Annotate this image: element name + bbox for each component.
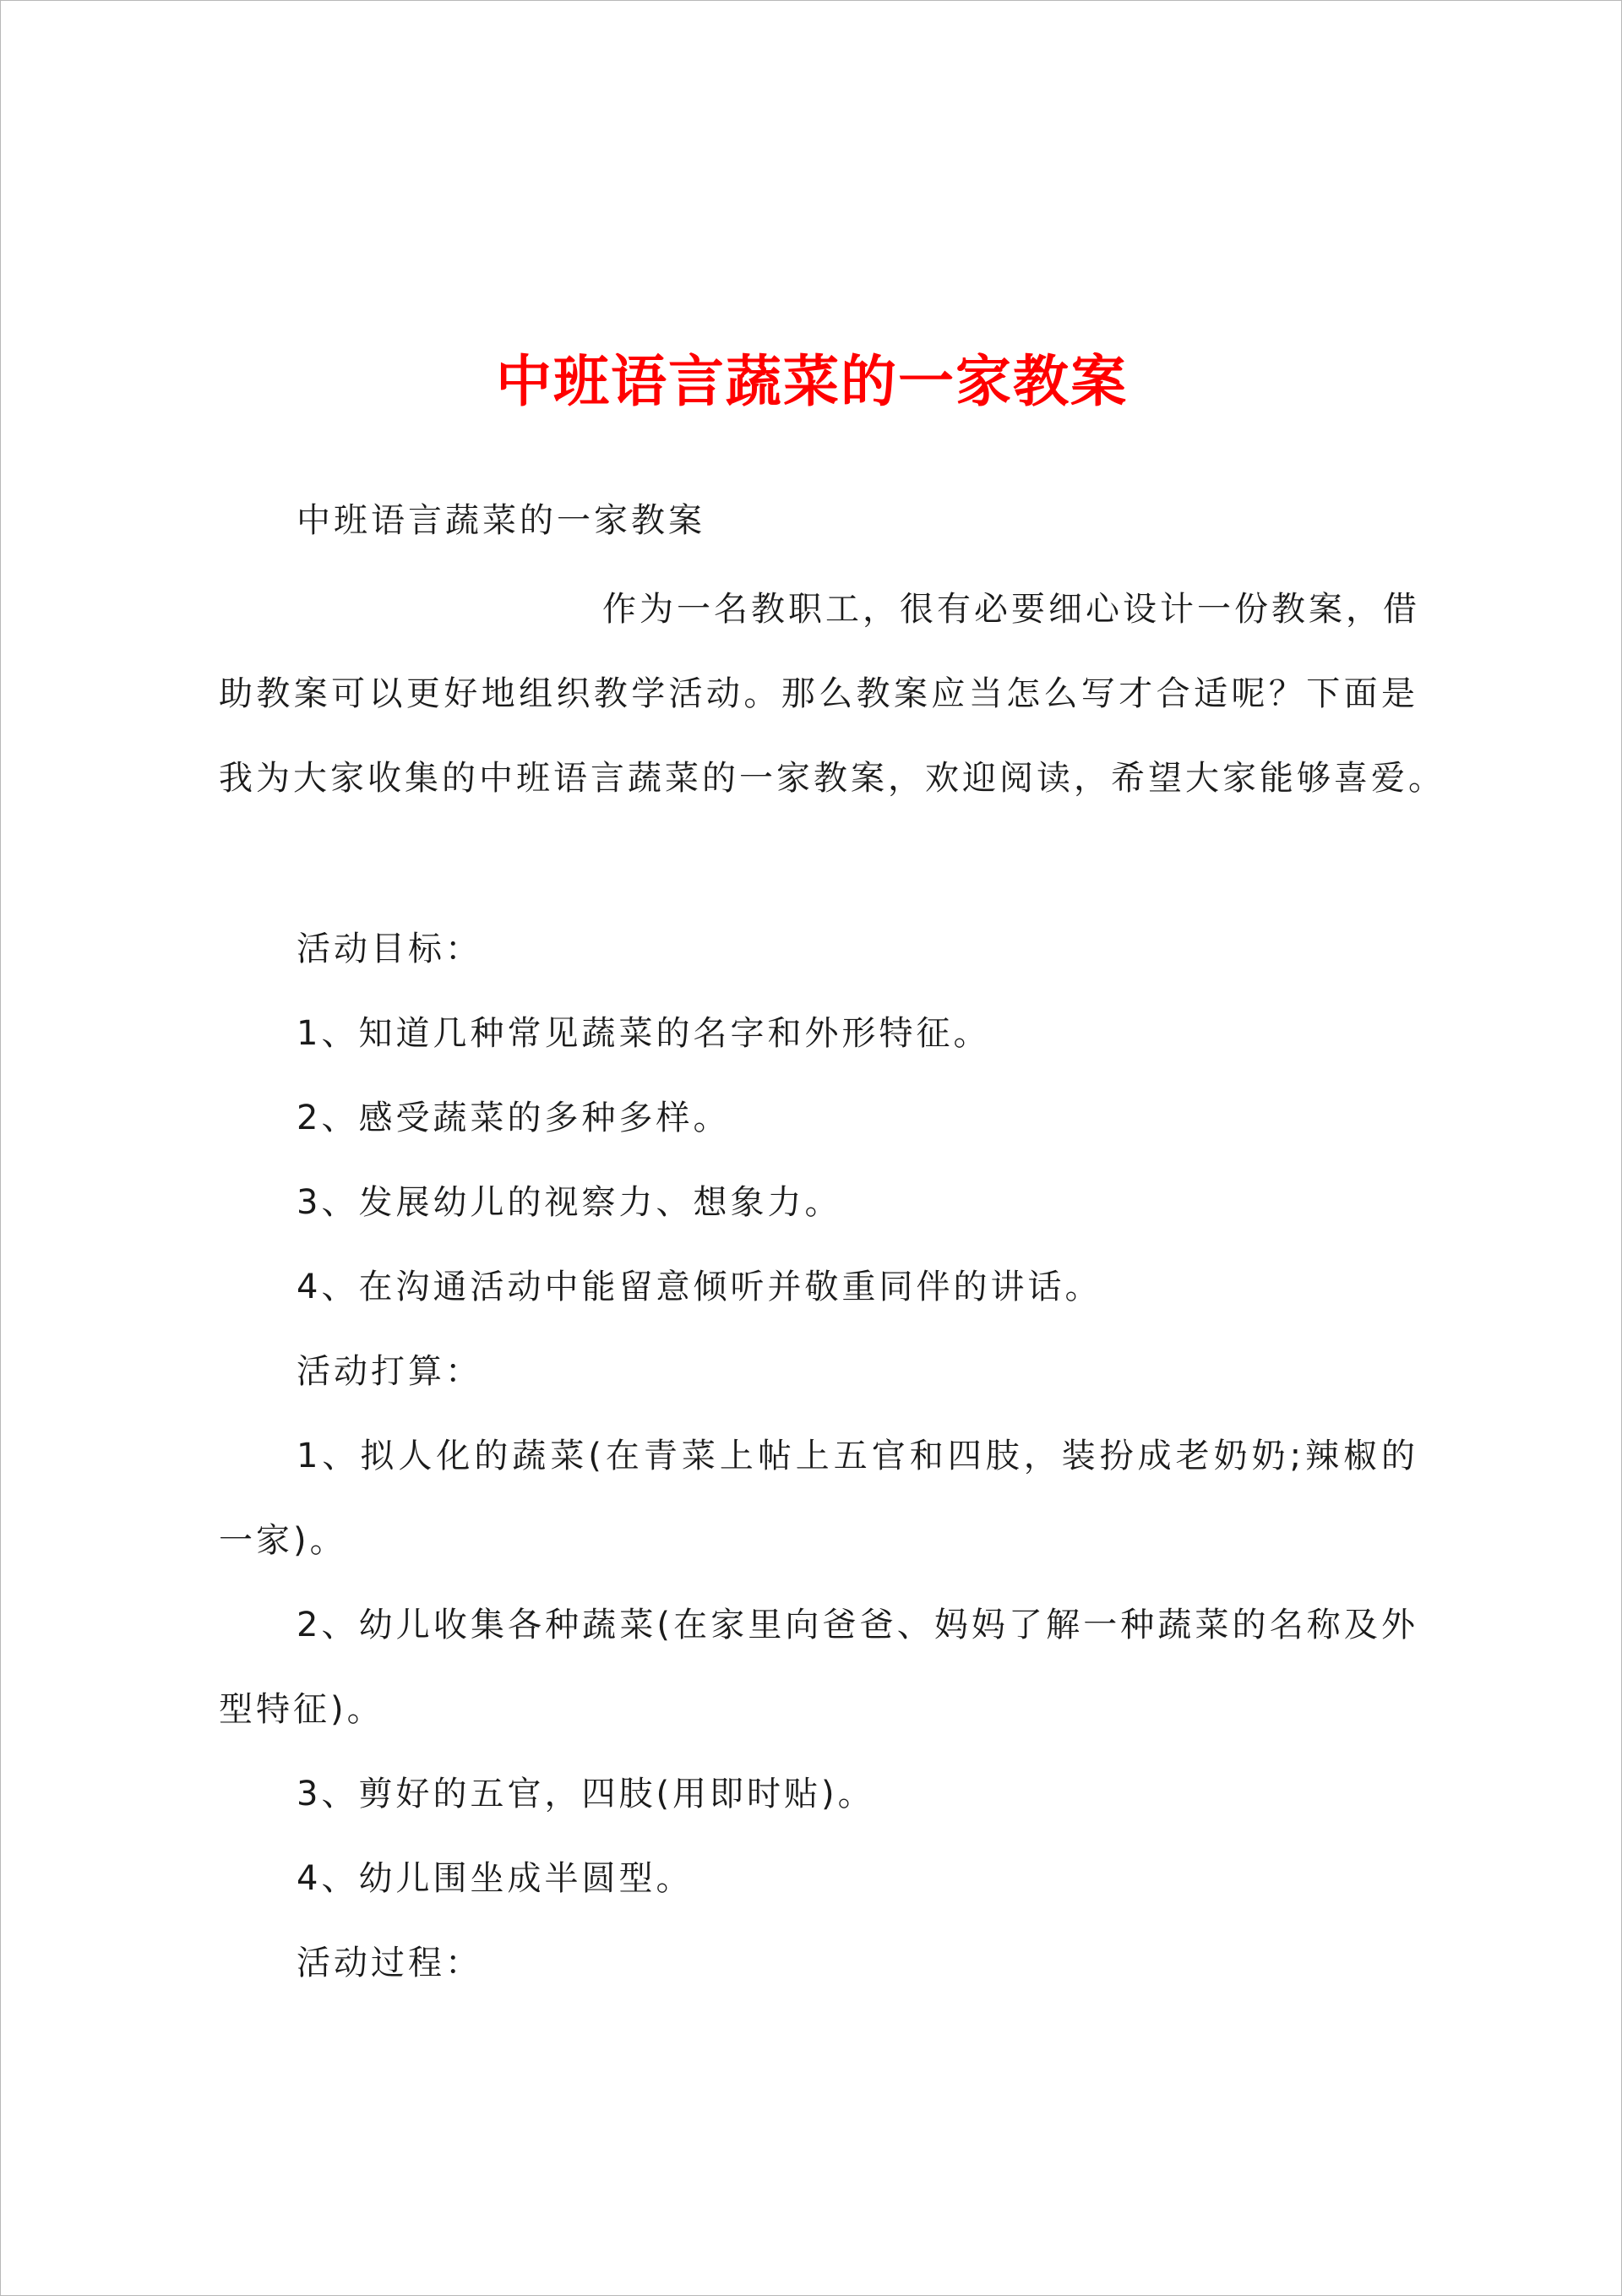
prep-item-3: 3、剪好的五官，四肢(用即时贴)。 bbox=[297, 1775, 875, 1813]
goal-item-4: 4、在沟通活动中能留意倾听并敬重同伴的讲话。 bbox=[297, 1268, 1102, 1306]
goal-item-2: 2、感受蔬菜的多种多样。 bbox=[297, 1099, 731, 1137]
prep-item-2: 2、幼儿收集各种蔬菜(在家里向爸爸、妈妈了解一种蔬菜的名称及外 bbox=[297, 1606, 1418, 1644]
document-subtitle: 中班语言蔬菜的一家教案 bbox=[297, 501, 705, 540]
prep-item-4: 4、幼儿围坐成半圆型。 bbox=[297, 1859, 694, 1898]
process-heading: 活动过程： bbox=[297, 1944, 482, 1982]
prep-heading: 活动打算： bbox=[297, 1352, 482, 1391]
document-title: 中班语言蔬菜的一家教案 bbox=[496, 348, 1128, 414]
prep-item-2-cont: 型特征)。 bbox=[219, 1690, 384, 1729]
goal-item-1: 1、知道几种常见蔬菜的名字和外形特征。 bbox=[297, 1014, 991, 1053]
prep-item-1-cont: 一家)。 bbox=[219, 1521, 347, 1560]
intro-line-1: 作为一名教职工，很有必要细心设计一份教案，借 bbox=[602, 590, 1420, 629]
goal-item-3: 3、发展幼儿的视察力、想象力。 bbox=[297, 1183, 842, 1222]
intro-line-3: 我为大家收集的中班语言蔬菜的一家教案，欢迎阅读，希望大家能够喜爱。 bbox=[219, 759, 1445, 798]
prep-item-1: 1、拟人化的蔬菜(在青菜上帖上五官和四肢，装扮成老奶奶;辣椒的 bbox=[297, 1437, 1418, 1475]
goals-heading: 活动目标： bbox=[297, 930, 482, 968]
intro-line-2: 助教案可以更好地组织教学活动。那么教案应当怎么写才合适呢？下面是 bbox=[219, 674, 1418, 713]
